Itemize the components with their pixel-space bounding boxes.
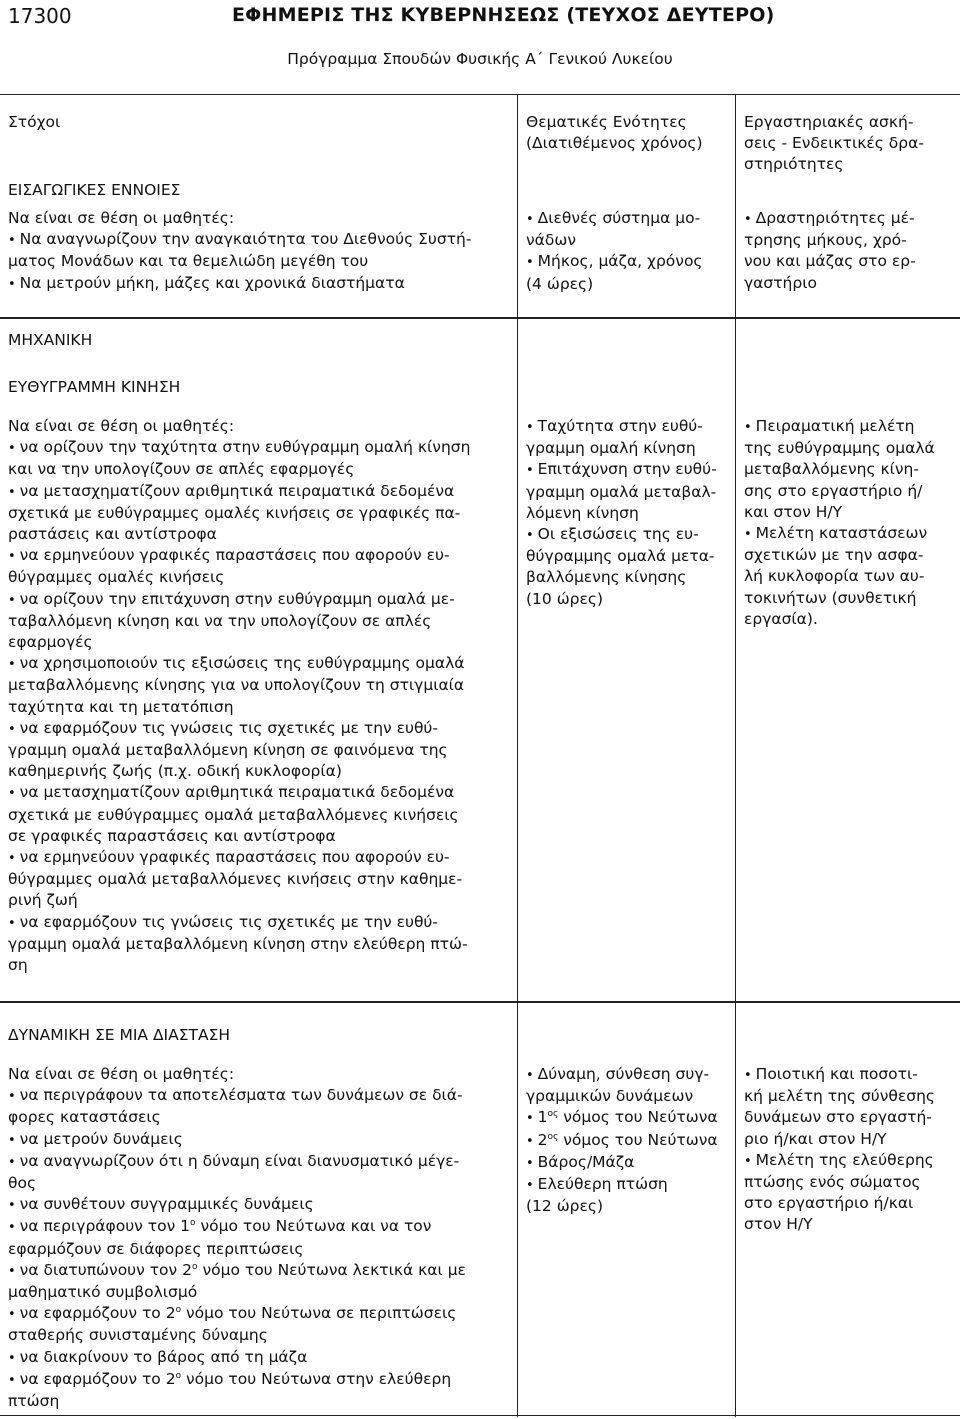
section-title-mechanics: ΜΗΧΑΝΙΚΗ — [8, 331, 93, 349]
section-subtitle-linear-motion: ΕΥΘΥΓΡΑΜΜΗ ΚΙΝΗΣΗ — [8, 378, 181, 396]
dynamics-goals: Να είναι σε θέση οι μαθητές: • να περιγράφουν τα αποτελέσματα των δυνάμεων σε διά- φορες καταστάσεις • να μετρούν δυνάμεις • να αναγνωρίζουν ότι η δύναμη είναι διανυσματικό μέγε- θος • να συνθέτουν συγγραμμικές δυνάμεις • να περιγράφουν τον $1^o$ νόμο του Νεύτωνα και να τον εφαρμόζουν σε διάφορες περιπτώσεις • να διατυπώνουν τον $2^o$ νόμο του Νεύτωνα λεκτικά και με μαθηματικό συμβολισμό • να εφαρμόζουν το $2^o$ νόμο του Νεύτωνα σε περιπτώσεις σταθερής συνισταμένης δύναμης • να διακρίνουν το βάρος από τη μάζα • να εφαρμόζουν το $2^o$ νόμο του Νεύτωνα στην ελεύθερη πτώση — [8, 1064, 466, 1412]
page-number: 17300 — [8, 4, 72, 28]
section-title-intro: ΕΙΣΑΓΩΓΙΚΕΣ ΕΝΝΟΙΕΣ — [8, 181, 181, 199]
column-header-goals: Στόχοι — [8, 113, 61, 131]
mechanics-units: • Ταχύτητα στην ευθύ- γραμμη ομαλή κίνηση • Επιτάχυνση στην ευθύ- γραμμη ομαλά μεταβαλ- λόμενη κίνηση • Οι εξισώσεις της ευ- θύγραμμης ομαλά μετα- βαλλόμενης κίνησης (10 ώρες) — [526, 416, 717, 610]
intro-labs: • Δραστηριότητες μέ- τρησης μήκους, χρό- νου και μάζας στο ερ- γαστήριο — [744, 208, 916, 294]
mechanics-goals: Να είναι σε θέση οι μαθητές: • να ορίζουν την ταχύτητα στην ευθύγραμμη ομαλή κίνηση και να την υπολογίζουν σε απλές εφαρμογές • να μετασχηματίζουν αριθμητικά πειραματικά δεδομένα σχετικά με ευθύγραμμες ομαλές κινήσεις σε γραφικές πα- ραστάσεις και αντίστροφα • να ερμηνεύουν γραφικές παραστάσεις που αφορούν ευ- θύγραμμες ομαλές κινήσεις • να ορίζουν την επιτάχυνση στην ευθύγραμμη ομαλά με- ταβαλλόμενη κίνηση και να την υπολογίζουν σε απλές εφαρμογές • να χρησιμοποιούν τις εξισώσεις της ευθύγραμμης ομαλά μεταβαλλόμενης κίνησης για να υπολογίζουν τη στιγμιαία ταχύτητα και τη μετατόπιση • να εφαρμόζουν τις γνώσεις τις σχετικές με την ευθύ- γραμμη ομαλά μεταβαλλόμενη κίνηση σε φαινόμενα της καθημερινής ζωής (π.χ. οδική κυκλοφορία) • να μετασχηματίζουν αριθμητικά πειραματικά δεδομένα σχετικά με ευθύγραμμες ομαλά μεταβαλλόμενες κινήσεις σε γραφικές παραστάσεις και αντίστροφα • να ερμηνεύουν γραφικές παραστάσεις που αφορούν ευ- θύγραμμες ομαλά μεταβαλλόμενες κινήσεις στην καθημε- ρινή ζωή • να εφαρμόζουν τις γνώσεις τις σχετικές με την ευθύ- γραμμη ομαλά μεταβαλλόμενη κίνηση στην ελεύθερη πτώ- ση — [8, 416, 470, 976]
dynamics-units: • Δύναμη, σύνθεση συγ- γραμμικών δυνάμεων • $1^{o\varsigma}$ νόμος του Νεύτωνα • $2^{o\varsigma}$ νόμος του Νεύτωνα • Βάρος/Μάζα • Ελεύθερη πτώση (12 ώρες) — [526, 1064, 718, 1217]
column-separator-1 — [517, 95, 518, 1417]
column-header-labs: Εργαστηριακές ασκή- σεις - Ενδεικτικές δρα- στηριότητες — [744, 113, 924, 174]
row-separator-mechanics — [0, 1001, 960, 1003]
section-title-dynamics: ΔΥΝΑΜΙΚΗ ΣΕ ΜΙΑ ΔΙΑΣΤΑΣΗ — [8, 1026, 231, 1044]
gazette-title: ΕΦΗΜΕΡΙΣ ΤΗΣ ΚΥΒΕΡΝΗΣΕΩΣ (ΤΕΥΧΟΣ ΔΕΥΤΕΡΟ) — [232, 4, 775, 26]
page-header — [0, 0, 960, 32]
column-separator-2 — [735, 95, 736, 1417]
document-subtitle: Πρόγραμμα Σπουδών Φυσικής Α΄ Γενικού Λυκείου — [287, 50, 673, 68]
curriculum-table — [0, 94, 960, 1416]
dynamics-labs: • Ποιοτική και ποσοτι- κή μελέτη της σύνθεσης δυνάμεων στο εργαστή- ριο ή/και στον Η/Υ • Μελέτη της ελεύθερης πτώσης ενός σώματος στο εργαστήριο ή/και στον Η/Υ — [744, 1064, 935, 1236]
intro-units: • Διεθνές σύστημα μο- νάδων • Μήκος, μάζα, χρόνος (4 ώρες) — [526, 208, 703, 295]
mechanics-labs: • Πειραματική μελέτη της ευθύγραμμης ομαλά μεταβαλλόμενης κίνη- σης στο εργαστήριο ή/ και στον Η/Υ • Μελέτη καταστάσεων σχετικών με την ασφα- λή κυκλοφορία των αυ- τοκινήτων (συνθετική εργασία). — [744, 416, 935, 630]
intro-goals: Να είναι σε θέση οι μαθητές: • Να αναγνωρίζουν την αναγκαιότητα του Διεθνούς Συστή- ματος Μονάδων και τα θεμελιώδη μεγέθη του • Να μετρούν μήκη, μάζες και χρονικά διαστήματα — [8, 208, 471, 295]
column-header-units: Θεματικές Ενότητες (Διατιθέμενος χρόνος) — [526, 113, 703, 153]
row-separator-intro — [0, 317, 960, 319]
